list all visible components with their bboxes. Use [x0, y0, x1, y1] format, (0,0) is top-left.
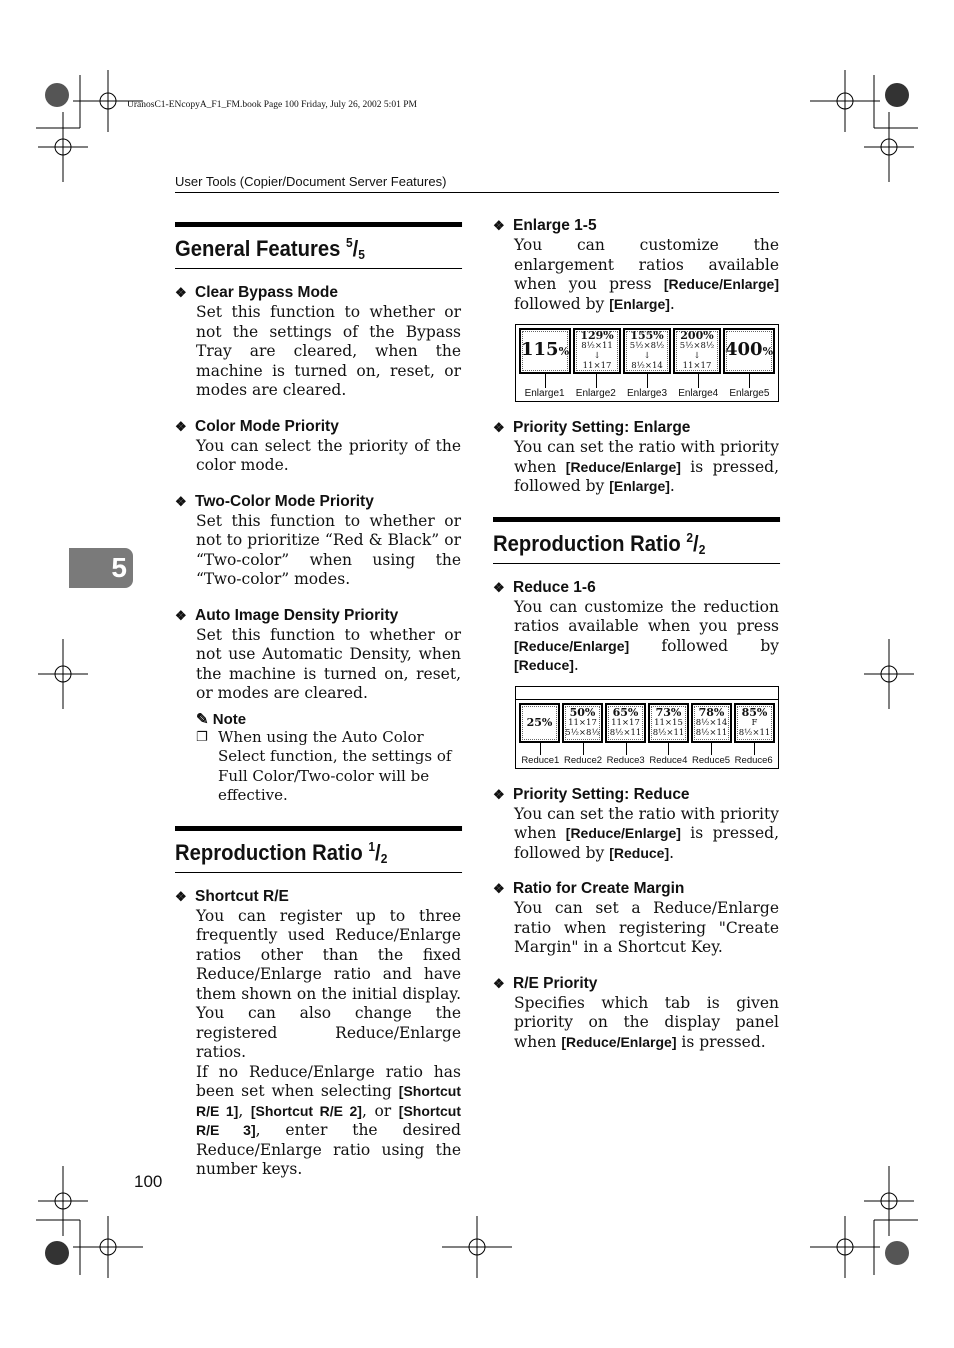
- enlarge-label: Enlarge1: [519, 388, 570, 399]
- reduce-label: Reduce6: [732, 755, 775, 766]
- enlarge-keys-panel: [515, 324, 779, 402]
- reduce-label: Reduce5: [690, 755, 733, 766]
- running-header: User Tools (Copier/Document Server Features): [175, 174, 447, 189]
- enlarge-key-3[interactable]: 155% 5½×8½ ↓ 8½×14: [623, 328, 671, 374]
- enlarge-label: Enlarge4: [673, 388, 724, 399]
- enlarge-key-2[interactable]: 129% 8½×11 ↓ 11×17: [573, 328, 621, 374]
- section-heading-general-features: General Features $^5/_5$: [175, 222, 462, 269]
- reduce-label: Reduce2: [562, 755, 605, 766]
- reduce-key-4[interactable]: 73% 11×15 8½×11: [648, 703, 689, 743]
- header-rule: [175, 192, 779, 193]
- page-number: 100: [134, 1172, 163, 1191]
- section-heading-reproduction-ratio-2: Reproduction Ratio $^2/_2$: [493, 517, 780, 564]
- item-two-color-mode-priority: ❖ Two-Color Mode Priority Set this function to whether or not to prioritize “Red & Black” or “Two-color” when using the “Two-color” modes.: [175, 492, 461, 588]
- down-arrow-icon: ↓: [693, 351, 701, 361]
- item-enlarge-1-5: ❖ Enlarge 1-5 You can customize the enlargement ratios available when you press [Reduce/Enlarge] followed by [Enlarge].: [493, 217, 779, 313]
- diamond-bullet-icon: ❖: [175, 285, 187, 300]
- item-auto-image-density: ❖ Auto Image Density Priority Set this function to whether or not use Automatic Density, when the machine is turned on, reset, or modes are cleared.: [175, 606, 461, 702]
- item-ratio-create-margin: ❖ Ratio for Create Margin You can set a Reduce/Enlarge ratio when registering "Create Margin" in a Shortcut Key.: [493, 880, 779, 956]
- reduce-key-6[interactable]: 85% F 8½×11: [734, 703, 775, 743]
- diamond-bullet-icon: ❖: [493, 420, 505, 435]
- reduce-keys-panel: [515, 686, 779, 769]
- enlarge-label: Enlarge5: [724, 388, 775, 399]
- diamond-bullet-icon: ❖: [175, 888, 187, 904]
- item-priority-reduce: ❖ Priority Setting: Reduce You can set the ratio with priority when [Reduce/Enlarge] is pressed, followed by [Reduce].: [493, 785, 779, 862]
- reduce-key-5[interactable]: 78% 8½×14 8½×11: [691, 703, 732, 743]
- reduce-label: Reduce3: [604, 755, 647, 766]
- pencil-icon: ✎: [196, 710, 209, 728]
- reduce-label: Reduce4: [647, 755, 690, 766]
- reduce-label: Reduce1: [519, 755, 562, 766]
- diamond-bullet-icon: ❖: [175, 418, 187, 434]
- diamond-bullet-icon: ❖: [493, 786, 505, 802]
- enlarge-key-5[interactable]: 400%: [723, 328, 775, 374]
- reduce-key-2[interactable]: 50% 11×17 5½×8½: [562, 703, 603, 743]
- enlarge-label: Enlarge2: [570, 388, 621, 399]
- left-column: [175, 222, 461, 1196]
- section-heading-reproduction-ratio-1: Reproduction Ratio $^1/_2$: [175, 826, 462, 873]
- down-arrow-icon: ↓: [643, 351, 651, 361]
- shortcut-paragraph-2: If no Reduce/Enlarge ratio has been set when selecting [Shortcut R/E 1], [Shortcut R/E 2], or [Shortcut R/E 3], enter the desired Reduce/Enlarge ratio using the number keys.: [196, 1062, 462, 1178]
- item-re-priority: ❖ R/E Priority Specifies which tab is given priority on the display panel when [Reduce/Enlarge] is pressed.: [493, 974, 779, 1051]
- note-body: ❐ When using the Auto Color Select function, the settings of Full Color/Two-color will be effective.: [196, 727, 452, 804]
- down-arrow-icon: ↓: [593, 351, 601, 361]
- diamond-bullet-icon: ❖: [493, 881, 505, 896]
- reduce-key-1[interactable]: 25%: [519, 703, 560, 743]
- enlarge-key-4[interactable]: 200% 5½×8½ ↓ 11×17: [673, 328, 721, 374]
- reduce-key-3[interactable]: 65% 11×17 8½×11: [605, 703, 646, 743]
- enlarge-key-1[interactable]: 115%: [519, 328, 571, 374]
- item-shortcut-re: ❖ Shortcut R/E You can register up to three frequently used Reduce/Enlarge ratios other than the fixed Reduce/Enlarge ratio and have them shown on the initial display. You can also change the registered Reduce/Enlarge ratios. If no Reduce/Enlarge ratio has been set when selecting [Shortcut R/E 1], [Shortcut R/E 2], or [Shortcut R/E 3], enter the desired Reduce/Enlarge ratio using the number keys.: [175, 887, 462, 1178]
- item-color-mode-priority: ❖ Color Mode Priority You can select the priority of the color mode.: [175, 417, 461, 474]
- item-reduce-1-6: ❖ Reduce 1-6 You can customize the reduction ratios available when you press [Reduce/Enlarge] followed by [Reduce].: [493, 578, 779, 674]
- chapter-tab: 5: [69, 548, 133, 588]
- item-clear-bypass: ❖ Clear Bypass Mode Set this function to whether or not the settings of the Bypass Tray are cleared, when the machine is turned on, reset, or modes are cleared.: [175, 284, 461, 399]
- diamond-bullet-icon: ❖: [175, 607, 187, 623]
- item-priority-enlarge: ❖ Priority Setting: Enlarge You can set the ratio with priority when [Reduce/Enlarge] is pressed, followed by [Enlarge].: [493, 419, 779, 495]
- diamond-bullet-icon: ❖: [493, 975, 505, 991]
- diamond-bullet-icon: ❖: [493, 579, 505, 595]
- enlarge-label: Enlarge3: [621, 388, 672, 399]
- diamond-bullet-icon: ❖: [175, 493, 187, 509]
- file-info-line: UranosC1-ENcopyA_F1_FM.book Page 100 Friday, July 26, 2002 5:01 PM: [127, 100, 417, 110]
- note-heading: ✎ Note: [196, 710, 247, 728]
- diamond-bullet-icon: ❖: [493, 218, 505, 233]
- checkbox-bullet-icon: ❐: [196, 729, 208, 745]
- right-column: [493, 216, 779, 1068]
